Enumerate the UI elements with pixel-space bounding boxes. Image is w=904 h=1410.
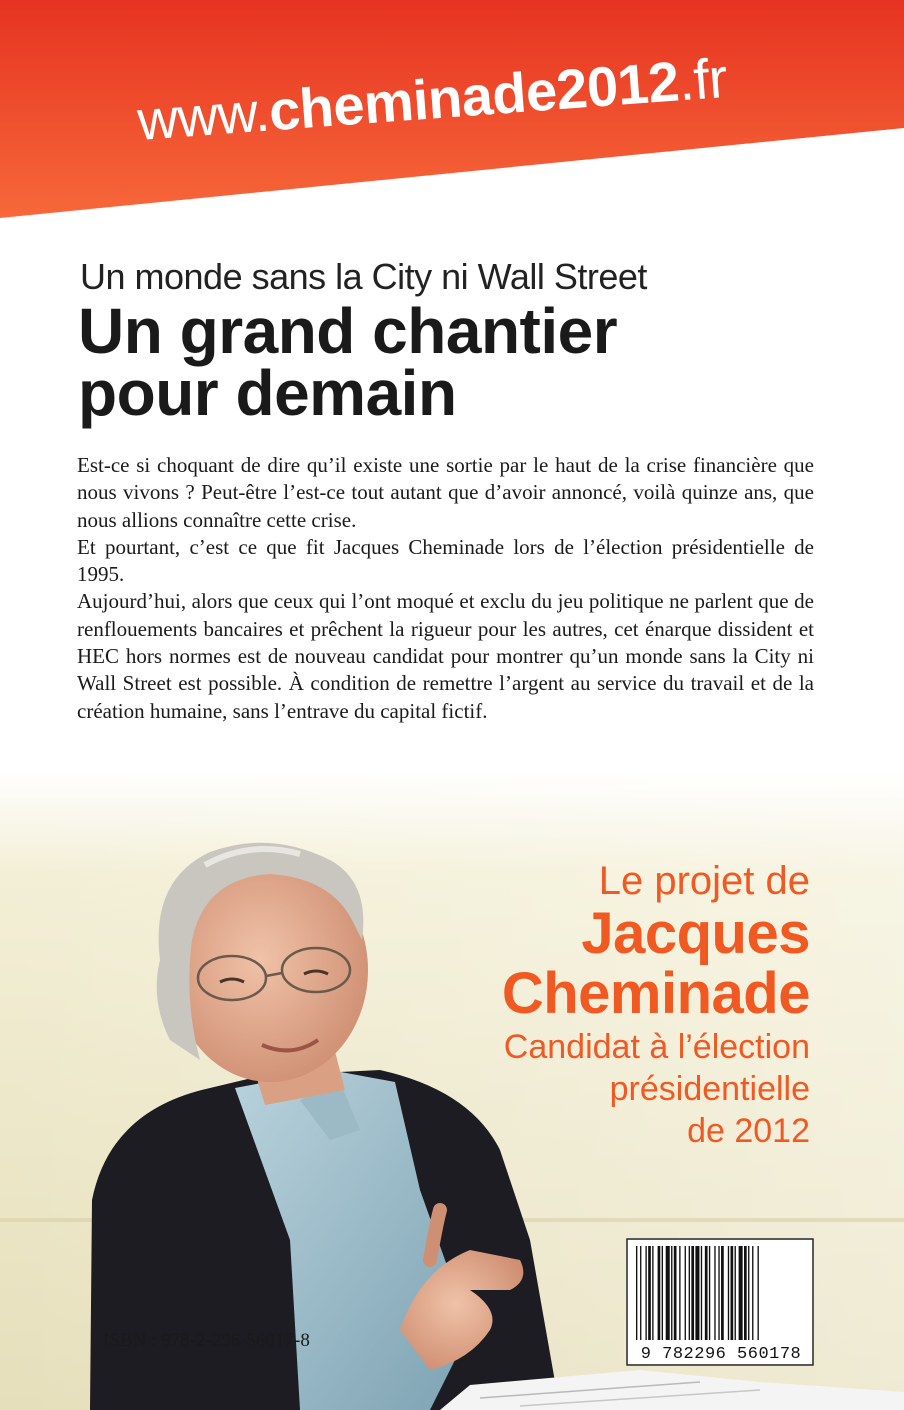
- candidate-role-line-1: Candidat à l’élection: [503, 1028, 810, 1066]
- author-last-name: Cheminade: [501, 961, 810, 1026]
- candidate-role-line-2: présidentielle: [609, 1070, 810, 1108]
- book-subtitle: Un monde sans la City ni Wall Street: [80, 256, 647, 297]
- title-line-2: pour demain: [78, 357, 457, 429]
- book-title: [78, 295, 618, 429]
- candidate-role-line-3: de 2012: [687, 1112, 810, 1150]
- blurb: [77, 452, 814, 725]
- blurb-paragraph-2: Et pourtant, c’est ce que fit Jacques Cheminade lors de l’élection présidentielle de 1995.: [77, 534, 814, 587]
- url-prefix: www.: [135, 79, 272, 153]
- isbn-text: ISBN : 978-2-296-56017-8: [103, 1330, 310, 1351]
- header-band: [0, 0, 904, 260]
- barcode: [626, 1238, 814, 1366]
- blurb-paragraph-1: Est-ce si choquant de dire qu’il existe une sortie par le haut de la crise financière que nous vivons ? Peut-être l’est-ce tout autant que d’avoir annoncé, voilà quinze ans, que nous allions connaître cette crise.: [77, 453, 814, 532]
- author-first-name: Jacques: [581, 901, 810, 966]
- url-domain: cheminade2012: [266, 49, 681, 143]
- url-tld: .fr: [676, 45, 730, 113]
- project-intro: Le projet de: [598, 859, 810, 903]
- blurb-paragraph-3: Aujourd’hui, alors que ceux qui l’ont moqué et exclu du jeu politique ne parlent que de renflouements bancaires et prêchent la rigueur pour les autres, cet énarque dissident et HEC hors normes est de nouveau candidat pour montrer qu’un monde sans la City ni Wall Street est possible. À condition de remettre l’argent au service du travail et de la création humaine, sans l’entrave du capital fictif.: [77, 589, 814, 723]
- title-line-1: Un grand chantier: [78, 295, 618, 367]
- author-project-block: [502, 858, 810, 1150]
- barcode-number: 9 782296 560178: [640, 1345, 802, 1364]
